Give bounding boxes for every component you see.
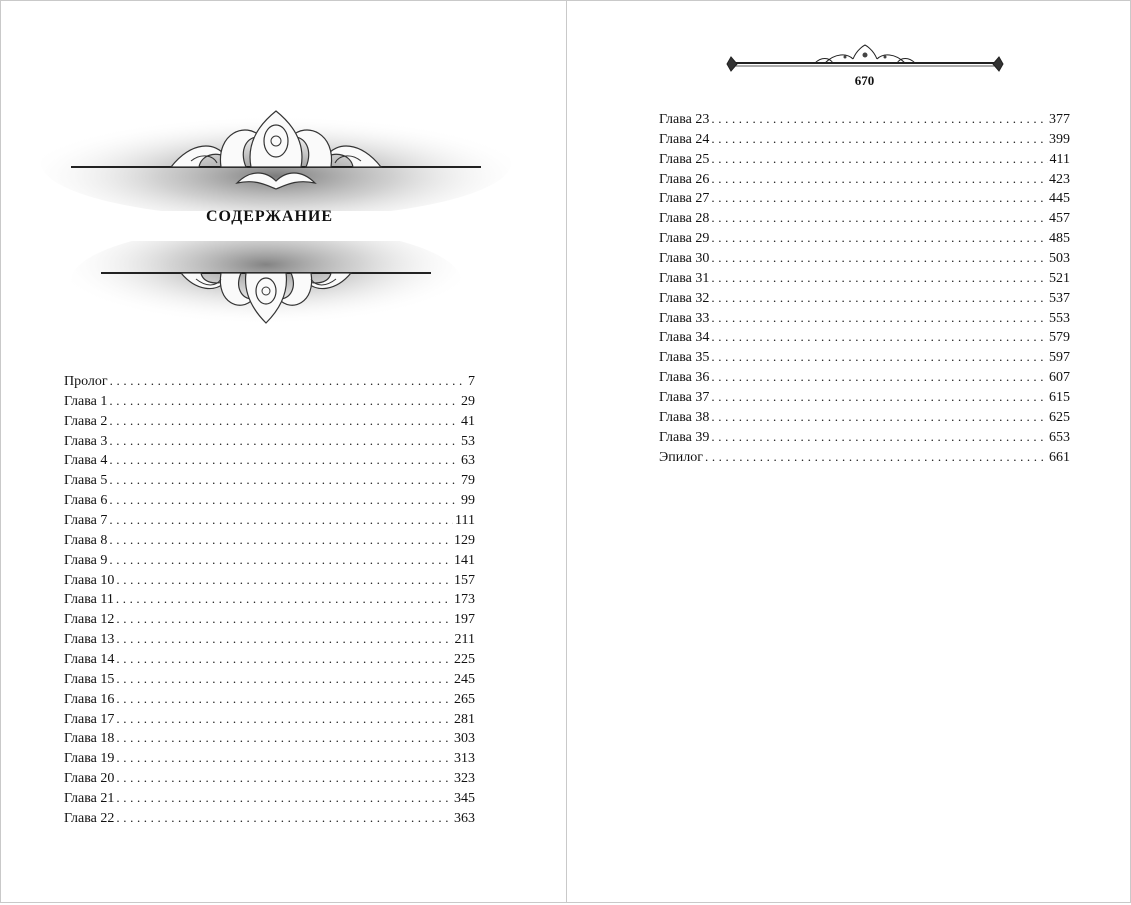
toc-entry-label: Глава 3 [64,433,108,449]
toc-entry [64,709,475,729]
toc-entry-label: Глава 1 [64,393,108,409]
toc-entry-page: 399 [1049,131,1070,147]
dot-leader [711,387,1047,407]
toc-entry [64,470,475,490]
toc-entry [659,169,1070,189]
toc-entry-label: Глава 12 [64,612,115,628]
toc-entry-label: Глава 38 [659,409,710,425]
dot-leader [711,149,1047,169]
toc-entry-page: 29 [461,393,475,409]
toc-entry-page: 445 [1049,191,1070,207]
toc-entry-label: Глава 30 [659,251,710,267]
toc-entry-page: 53 [461,433,475,449]
toc-entry [64,431,475,451]
dot-leader [711,407,1047,427]
dot-leader [116,788,452,808]
toc-entry-label: Глава 31 [659,270,710,286]
toc-entry [64,609,475,629]
dot-leader [116,689,452,709]
toc-entry-page: 423 [1049,171,1070,187]
toc-entry [64,510,475,530]
dot-leader [711,109,1047,129]
toc-entry [64,490,475,510]
toc-entry-label: Глава 36 [659,370,710,386]
toc-entry-page: 281 [454,711,475,727]
toc-entry-label: Глава 13 [64,632,115,648]
toc-entry [659,228,1070,248]
toc-entry [659,327,1070,347]
dot-leader [109,431,459,451]
toc-entry-label: Глава 25 [659,151,710,167]
dot-leader [711,169,1047,189]
dot-leader [711,268,1047,288]
toc-entry [64,570,475,590]
toc-entry [64,391,475,411]
toc-entry-label: Глава 24 [659,131,710,147]
dot-leader [116,768,452,788]
toc-entry-page: 111 [455,513,475,529]
dot-leader [116,748,452,768]
dot-leader [711,347,1047,367]
dot-leader [109,411,459,431]
toc-entry [659,129,1070,149]
toc-entry [64,669,475,689]
dot-leader [116,808,452,828]
toc-entry [64,530,475,550]
toc-entry [64,371,475,391]
toc-entry-page: 99 [461,493,475,509]
toc-entry-label: Глава 21 [64,791,115,807]
toc-entry-page: 377 [1049,112,1070,127]
toc-entry [659,268,1070,288]
toc-entry [659,407,1070,427]
dot-leader [109,530,452,550]
toc-entry-page: 457 [1049,211,1070,227]
toc-entry-label: Глава 27 [659,191,710,207]
toc-entry-page: 597 [1049,350,1070,366]
toc-entry-label: Глава 37 [659,390,710,406]
toc-entry [659,248,1070,268]
dot-leader [109,510,453,530]
toc-entry [659,367,1070,387]
dot-leader [109,450,459,470]
toc-entry-page: 607 [1049,370,1070,386]
toc-entry-page: 141 [454,552,475,568]
toc-entry-label: Глава 20 [64,771,115,787]
dot-leader [116,669,452,689]
dot-leader [711,228,1047,248]
right-page [566,0,1131,903]
toc-entry-page: 313 [454,751,475,767]
floral-flourish-icon [71,241,461,361]
toc-entry-label: Глава 29 [659,231,710,247]
toc-entry-label: Пролог [64,374,108,389]
toc-entry-page: 615 [1049,390,1070,406]
toc-entry-label: Глава 33 [659,310,710,326]
toc-entry-page: 265 [454,691,475,707]
toc-entry-page: 41 [461,413,475,429]
toc-entry-page: 323 [454,771,475,787]
dot-leader [711,129,1047,149]
toc-entry [64,411,475,431]
dot-leader [116,609,452,629]
dot-leader [110,371,466,391]
toc-entry-label: Глава 11 [64,592,114,608]
toc-entry-page: 303 [454,731,475,747]
dot-leader [711,248,1047,268]
toc-entry-label: Глава 23 [659,112,710,127]
toc-entry-page: 245 [454,671,475,687]
toc-entry-page: 521 [1049,270,1070,286]
dot-leader [711,327,1047,347]
dot-leader [711,288,1047,308]
toc-entry [64,550,475,570]
table-of-contents-right [659,109,1070,466]
toc-entry-page: 661 [1049,449,1070,465]
toc-entry [64,728,475,748]
floral-flourish-icon [41,71,511,211]
toc-entry-label: Глава 39 [659,429,710,445]
toc-entry-page: 79 [461,473,475,489]
toc-entry-label: Глава 19 [64,751,115,767]
dot-leader [109,391,459,411]
page-number: 670 [854,73,875,88]
toc-entry-page: 485 [1049,231,1070,247]
toc-entry [64,589,475,609]
toc-entry-label: Глава 2 [64,413,108,429]
toc-entry-label: Глава 8 [64,532,108,548]
toc-entry-label: Глава 16 [64,691,115,707]
dot-leader [705,447,1047,467]
toc-entry [659,208,1070,228]
toc-entry-page: 537 [1049,290,1070,306]
dot-leader [109,490,459,510]
toc-entry-label: Глава 35 [659,350,710,366]
toc-entry-label: Глава 22 [64,810,115,826]
toc-entry-label: Глава 10 [64,572,115,588]
header-scroll-icon [725,41,1005,75]
toc-entry [64,649,475,669]
toc-entry-label: Глава 4 [64,453,108,469]
toc-entry [64,629,475,649]
toc-entry [64,689,475,709]
toc-entry [64,748,475,768]
toc-entry-label: Глава 15 [64,671,115,687]
toc-entry-label: Глава 32 [659,290,710,306]
dot-leader [116,649,452,669]
toc-entry [64,808,475,828]
toc-entry-label: Глава 26 [659,171,710,187]
toc-entry-page: 129 [454,532,475,548]
dot-leader [711,188,1047,208]
dot-leader [711,367,1047,387]
toc-entry-page: 157 [454,572,475,588]
toc-entry [659,188,1070,208]
dot-leader [109,550,452,570]
toc-entry-page: 225 [454,652,475,668]
toc-entry-label: Глава 7 [64,513,108,529]
toc-entry [64,450,475,470]
toc-entry-label: Глава 9 [64,552,108,568]
toc-entry [659,109,1070,129]
toc-entry-label: Глава 17 [64,711,115,727]
toc-entry-page: 211 [454,632,475,648]
toc-entry-page: 197 [454,612,475,628]
toc-entry [659,427,1070,447]
toc-entry [659,308,1070,328]
toc-entry-page: 363 [454,810,475,826]
toc-entry-page: 173 [454,592,475,608]
table-of-contents-left [64,371,475,828]
dot-leader [711,308,1047,328]
dot-leader [116,589,452,609]
dot-leader [116,728,452,748]
toc-entry-page: 579 [1049,330,1070,346]
toc-entry [659,347,1070,367]
toc-entry-page: 63 [461,453,475,469]
dot-leader [109,470,459,490]
toc-entry-label: Глава 14 [64,652,115,668]
toc-entry-page: 7 [468,374,475,389]
toc-entry [659,387,1070,407]
dot-leader [116,629,452,649]
toc-entry [659,149,1070,169]
toc-entry-label: Эпилог [659,449,703,465]
dot-leader [711,208,1047,228]
toc-entry-label: Глава 5 [64,473,108,489]
dot-leader [116,570,452,590]
toc-entry-label: Глава 18 [64,731,115,747]
toc-entry [64,788,475,808]
toc-entry-page: 625 [1049,409,1070,425]
toc-entry-page: 553 [1049,310,1070,326]
toc-entry-page: 345 [454,791,475,807]
toc-entry [659,288,1070,308]
toc-entry-label: Глава 34 [659,330,710,346]
toc-entry [64,768,475,788]
toc-entry-page: 653 [1049,429,1070,445]
toc-entry-page: 503 [1049,251,1070,267]
dot-leader [116,709,452,729]
toc-entry [659,447,1070,467]
toc-entry-label: Глава 28 [659,211,710,227]
dot-leader [711,427,1047,447]
toc-entry-label: Глава 6 [64,493,108,509]
page-title: СОДЕРЖАНИЕ [205,208,334,225]
toc-entry-page: 411 [1049,151,1070,167]
